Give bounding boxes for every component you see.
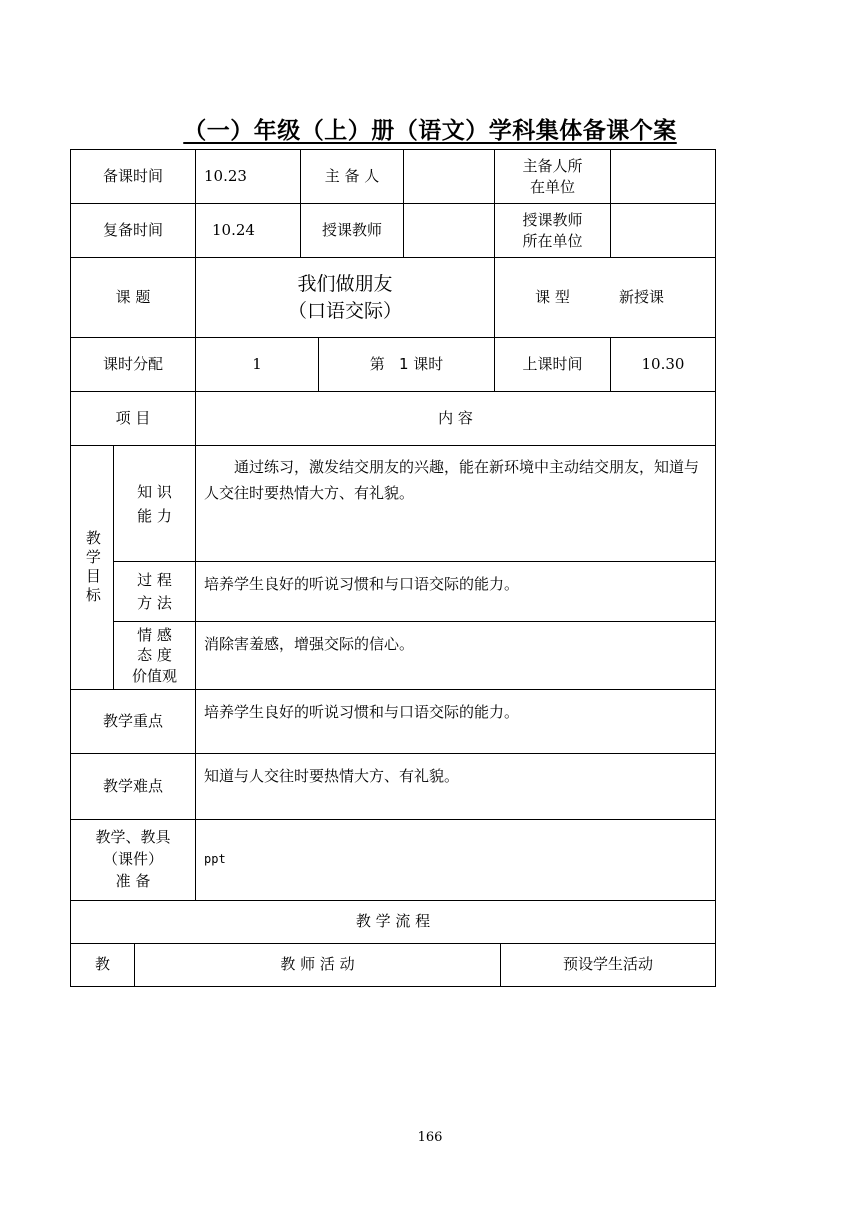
page-number: 166 (417, 1130, 443, 1145)
objectives-label (71, 446, 113, 689)
objectives-label-text: 教学目标 (83, 529, 102, 606)
difficulties-text: 知道与人交往时要热情大方、有礼貌。 (204, 767, 460, 785)
flow-col-teach: 教 (94, 955, 110, 974)
materials-label: 教学、教具 （课件） 准 备 (95, 828, 171, 890)
key-points-text: 培养学生良好的听说习惯和与口语交际的能力。 (204, 703, 520, 721)
lead-unit-value (611, 150, 715, 203)
period-index: 第 1 课时 (369, 354, 444, 373)
flow-col-teacher-activity: 教 师 活 动 (280, 955, 355, 974)
emotion-text: 消除害羞感，增强交际的信心。 (204, 635, 415, 653)
flow-header: 教 学 流 程 (355, 912, 431, 931)
class-time-label: 上课时间 (522, 354, 583, 373)
knowledge-text: 通过练习，激发结交朋友的兴趣，能在新环境中主动结交朋友，知道与人交往时要热情大方、有礼貌。 (204, 458, 700, 503)
topic-label: 课 题 (115, 287, 151, 306)
class-time-value: 10.30 (641, 354, 685, 373)
type-value: 新授课 (619, 287, 665, 306)
flow-col-student-activity: 预设学生活动 (562, 955, 653, 974)
topic-value: 我们做朋友 （口语交际） (287, 272, 402, 322)
review-time-label: 复备时间 (102, 220, 163, 239)
content-header: 内 容 (438, 408, 473, 427)
prep-time-value: 10.23 (204, 166, 247, 185)
lead-preparer-value (404, 150, 494, 203)
periods-label: 课时分配 (102, 354, 163, 373)
lead-preparer-label: 主 备 人 (324, 166, 380, 185)
teacher-label: 授课教师 (321, 220, 382, 239)
knowledge-label: 知 识 能 力 (137, 482, 172, 525)
periods-value: 1 (252, 354, 262, 373)
item-header: 项 目 (115, 408, 151, 427)
key-points-label: 教学重点 (102, 711, 163, 730)
emotion-label: 情 感 态 度 价值观 (131, 626, 177, 685)
lead-unit-label: 主备人所 在单位 (522, 157, 583, 196)
teacher-unit-label: 授课教师 所在单位 (522, 211, 583, 250)
prep-time-label: 备课时间 (102, 166, 163, 185)
process-text: 培养学生良好的听说习惯和与口语交际的能力。 (204, 575, 520, 593)
teacher-value (404, 204, 494, 257)
document-title: （一）年级（上）册（语文）学科集体备课个案 (183, 118, 677, 144)
process-label: 过 程 方 法 (137, 571, 172, 612)
teacher-unit-value (611, 204, 715, 257)
review-time-value: 10.24 (212, 220, 255, 239)
type-label: 课 型 (535, 287, 570, 306)
difficulties-label: 教学难点 (102, 776, 163, 795)
materials-text: ppt (204, 852, 226, 867)
